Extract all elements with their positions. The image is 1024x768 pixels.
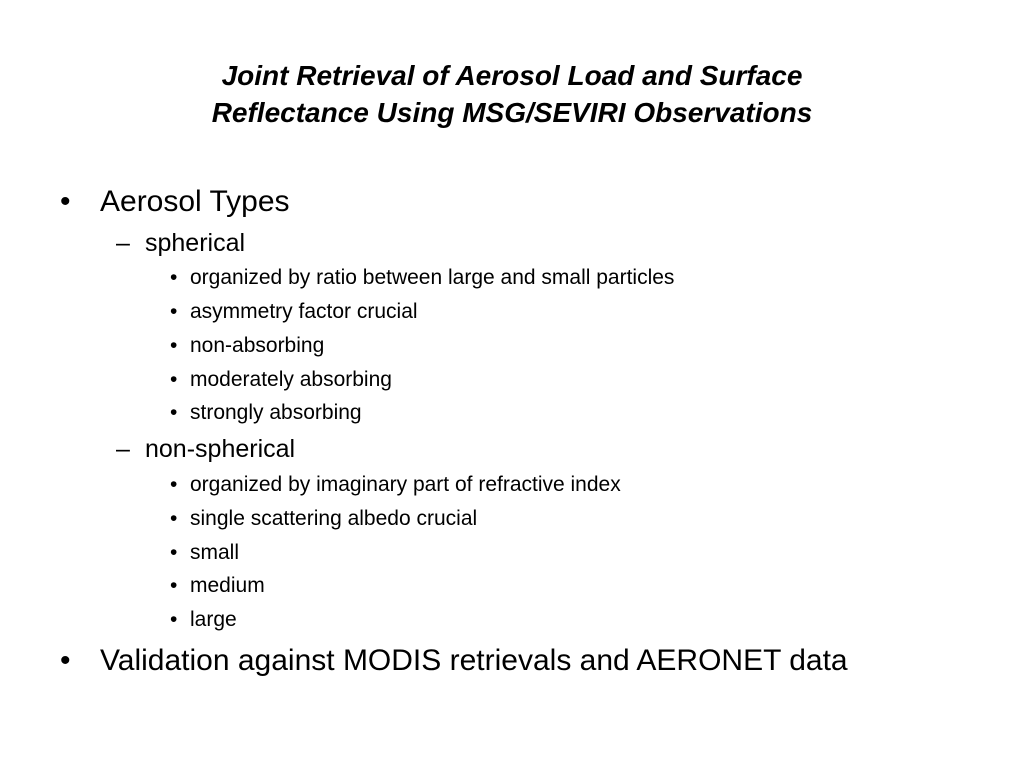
list-item-text: single scattering albedo crucial (190, 507, 478, 530)
bullet-marker: • (170, 334, 178, 357)
list-item-text: asymmetry factor crucial (190, 300, 418, 323)
bullet-text: Validation against MODIS retrievals and AERONET data (100, 644, 848, 677)
bullet-marker: • (170, 473, 178, 496)
bullet-marker: • (170, 368, 178, 391)
list-item-text: non-absorbing (190, 334, 325, 357)
title-line-2: Reflectance Using MSG/SEVIRI Observations (211, 97, 813, 128)
subbullet-text: non-spherical (145, 435, 296, 463)
list-item-text: moderately absorbing (190, 368, 392, 391)
list-item-text: organized by imaginary part of refractive index (190, 473, 621, 496)
dash-marker: – (116, 435, 130, 463)
bullet-marker: • (170, 507, 178, 530)
bullet-marker: • (170, 300, 178, 323)
bullet-marker: • (170, 266, 178, 289)
bullet-marker: • (60, 644, 71, 677)
list-item-text: organized by ratio between large and small particles (190, 266, 675, 289)
list-item-text: medium (190, 574, 265, 597)
slide-title (0, 57, 1024, 131)
subbullet-text: spherical (145, 229, 246, 257)
list-item-text: strongly absorbing (190, 401, 362, 424)
list-item-text: small (190, 541, 240, 564)
bullet-marker: • (170, 608, 178, 631)
bullet-marker: • (170, 574, 178, 597)
bullet-text: Aerosol Types (100, 185, 290, 218)
title-line-1: Joint Retrieval of Aerosol Load and Surface (221, 60, 803, 91)
bullet-marker: • (170, 541, 178, 564)
list-item-text: large (190, 608, 237, 631)
bullet-marker: • (170, 401, 178, 424)
dash-marker: – (116, 229, 130, 257)
bullet-marker: • (60, 185, 71, 218)
